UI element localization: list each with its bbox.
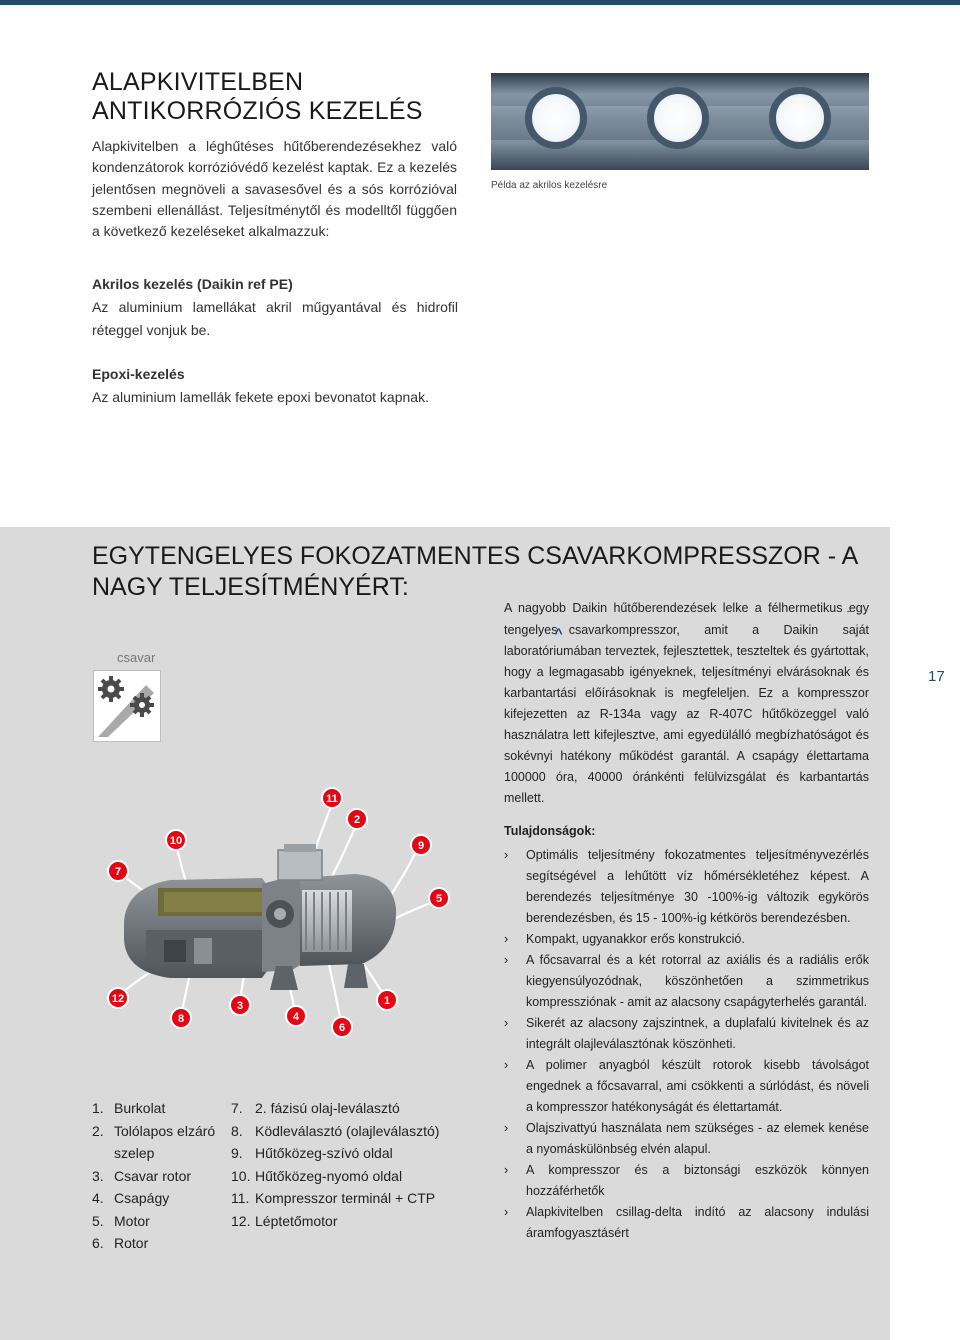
svg-text:12: 12: [111, 993, 125, 1005]
compressor-cutaway-diagram: [92, 780, 472, 1050]
compressor-body: [124, 844, 396, 990]
legend-item: 3. Csavar rotor: [92, 1167, 192, 1184]
legend-item: 12. Léptetőmotor: [231, 1212, 338, 1229]
part-badge: [166, 830, 186, 850]
struck-text: egy tengelyes: [504, 601, 869, 637]
part-badge: [347, 809, 367, 829]
acrylic-text: Az aluminium lamellákat akril műgyantával és hidrofil réteggel vonjuk be.: [92, 299, 458, 338]
page-number: 17: [928, 668, 945, 685]
acrylic-coating-photo: [491, 73, 869, 170]
legend-item: 8. Ködleválasztó (olajleválasztó): [231, 1122, 440, 1139]
list-item: › A főcsavarral és a két rotorral az axiális és a radiális erők kiegyensúlyozódnak, köszönhetően a szimmetrikus kompressziónak - amit az alacsony csapágyterhelés garantál.: [504, 950, 869, 1013]
screw-icon-label: csavar: [117, 650, 156, 665]
svg-text:6: 6: [338, 1022, 346, 1034]
svg-text:11: 11: [326, 793, 338, 805]
section2-title: EGYTENGELYES FOKOZATMENTES CSAVARKOMPRESSZOR - A NAGY TELJESÍTMÉNYÉRT:: [92, 542, 859, 601]
list-item: › Alapkivitelben csillag-delta indító az alacsony indulási áramfogyasztásért: [504, 1202, 869, 1244]
part-badge: [108, 861, 128, 881]
part-badge: [108, 988, 128, 1008]
section1-intro: Alapkivitelben a léghűtéses hűtőberendezésekhez való kondenzátorok korrózióvédő kezelést kaptak. Ez a kezelés jelentősen megnöveli a savasesővel és a sós korrózióval szembeni ellenállást. Teljesítménytől és modelltől függően a következő kezeléseket alkalmazzuk:: [92, 138, 457, 240]
list-item: › Sikerét az alacsony zajszintnek, a duplafalú kivitelnek és az integrált olajleválasztónak köszönheti.: [504, 1013, 869, 1055]
parts-legend-right: [231, 1097, 461, 1232]
legend-item: 1. Burkolat: [92, 1100, 166, 1116]
part-badge: [332, 1017, 352, 1037]
svg-text:3: 3: [236, 1000, 244, 1012]
svg-text:9: 9: [417, 840, 425, 852]
insertion-caret-icon: ^: [554, 625, 563, 641]
properties-title: Tulajdonságok:: [504, 824, 596, 838]
part-badge: [322, 788, 342, 808]
svg-text:4: 4: [292, 1011, 300, 1023]
svg-text:5: 5: [435, 893, 443, 905]
part-badge: [230, 995, 250, 1015]
photo-caption: Példa az akrilos kezelésre: [491, 180, 608, 191]
part-badge: [429, 888, 449, 908]
acrylic-title: Akrilos kezelés (Daikin ref PE): [92, 276, 293, 292]
svg-text:7: 7: [114, 866, 122, 878]
part-badge: [286, 1006, 306, 1026]
epoxy-title: Epoxi-kezelés: [92, 366, 185, 382]
parts-legend-left: [92, 1097, 217, 1255]
svg-text:8: 8: [177, 1013, 185, 1025]
section1-title: ALAPKIVITELBEN ANTIKORRÓZIÓS KEZELÉS: [92, 68, 423, 125]
part-badge: [411, 835, 431, 855]
part-badge: [377, 990, 397, 1010]
list-item: › A polimer anyagból készült rotorok kisebb távolságot engednek a főcsavarral, ami csökkenti a súrlódást, és növeli a kompresszor hatékonyságát és élettartamát.: [504, 1055, 869, 1118]
compressor-description: A nagyobb Daikin hűtőberendezések lelke a félhermetikus egy tengelyes^ csavarkompresszor, amit a Daikin saját laboratóriumában terveztek, fejlesztettek, teszteltek és gyártottak, hogy a legmagasabb igényeknek, teljesítményi elvárásoknak és karbantartási előírásoknak is megfeleljen. Ez a kompresszor kifejezetten az R-134a vagy az R-407C hűtőközeggel való használatra lett kifejlesztve, ami egyedülálló megbízhatóságot és sokévnyi hatékony működést garantál. A csapágy élettartama 100000 óra, 40000 óránkénti felülvizsgálat és karbantartás mellett.: [504, 601, 869, 805]
screw-gears-icon: [93, 670, 161, 742]
svg-text:2: 2: [353, 814, 361, 826]
epoxy-text: Az aluminium lamellák fekete epoxi bevonatot kapnak.: [92, 389, 429, 405]
legend-item: 10. Hűtőközeg-nyomó oldal: [231, 1167, 403, 1184]
svg-text:10: 10: [169, 835, 183, 847]
list-item: › Olajszivattyú használata nem szükséges - az elemek kenése a nyomáskülönbség elvén alapul.: [504, 1118, 869, 1160]
part-badge: [171, 1008, 191, 1028]
top-accent-bar: [0, 0, 960, 5]
legend-item: 6. Rotor: [92, 1235, 149, 1251]
legend-item: 11. Kompresszor terminál + CTP: [231, 1190, 436, 1206]
svg-text:1: 1: [383, 995, 391, 1007]
legend-item: 9. Hűtőközeg-szívó oldal: [231, 1145, 393, 1161]
legend-item: 5. Motor: [92, 1212, 150, 1229]
properties-list: [504, 845, 869, 1244]
list-item: › Optimális teljesítmény fokozatmentes teljesítményvezérlés segítségével a lehűtött víz hőmérsékletéhez képest. A berendezés teljesítménye 30 -100%-ig változik egykörös berendezésben, és 15 - 100%-ig kétkörös berendezésben.: [504, 845, 869, 929]
list-item: › A kompresszor és a biztonsági eszközök könnyen hozzáférhetők: [504, 1160, 869, 1202]
legend-item: 4. Csapágy: [92, 1190, 170, 1206]
legend-item: 7. 2. fázisú olaj-leválasztó: [231, 1100, 400, 1116]
list-item: › Kompakt, ugyanakkor erős konstrukció.: [504, 929, 869, 950]
legend-item: 2. Tolólapos elzáró szelep: [92, 1122, 216, 1161]
